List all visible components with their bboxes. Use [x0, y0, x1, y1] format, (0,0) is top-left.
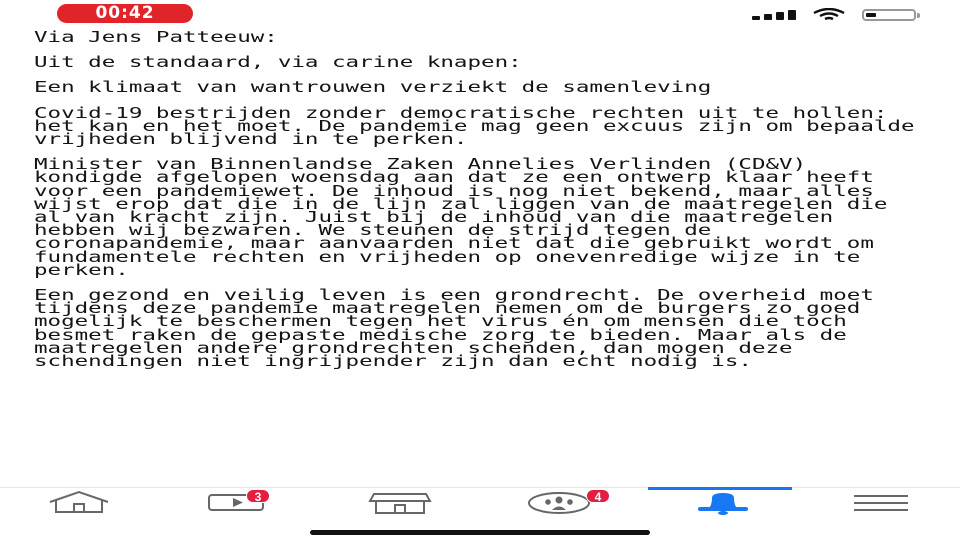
status-bar	[0, 0, 960, 28]
home-icon	[46, 490, 112, 516]
tab-notifications[interactable]	[690, 490, 756, 516]
post-paragraph: Uit de standaard, via carine knapen:	[34, 53, 522, 72]
groups-icon	[526, 490, 592, 516]
watch-badge: 3	[246, 489, 270, 503]
tab-bar-divider	[0, 487, 960, 488]
tab-groups[interactable]	[526, 490, 602, 516]
tab-watch[interactable]	[206, 490, 272, 516]
post-paragraph: Een klimaat van wantrouwen verziekt de samenleving	[34, 78, 712, 97]
post-paragraph: Een gezond en veilig leven is een grondrecht. De overheid moet tijdens deze pandemie maatregelen nemen om de burgers zo goed mogelijk te beschermen tegen het virus én om mensen die toch besmet raken de gepaste medische zorg te bieden. Maar als de maatregelen andere grondrechten schenden, dan mogen deze schendingen niet ingrijpender zijn dan echt nodig is.	[34, 286, 874, 371]
battery-icon	[862, 9, 916, 21]
wifi-icon	[812, 8, 846, 22]
cellular-signal-icon	[752, 8, 798, 20]
home-indicator[interactable]	[310, 530, 650, 535]
post-paragraph: Via Jens Patteeuw:	[34, 28, 278, 46]
hamburger-menu-icon	[850, 490, 916, 516]
tab-home[interactable]	[46, 490, 112, 516]
tab-marketplace[interactable]	[368, 490, 434, 516]
post-paragraph: Minister van Binnenlandse Zaken Annelies Verlinden (CD&V) kondigde afgelopen woensdag aan dat ze een ontwerp klaar heeft voor een pandemiewet. De inhoud is nog niet bekend, maar alles wijst erop dat die in de lijn zal liggen van de maatregelen die al van kracht zijn. Juist bij de inhoud van die maatregelen hebben wij bezwaren. We steunen de strijd tegen de coronapandemie, maar aanvaarden niet dat die gebruikt wordt om fundamentele rechten en vrijheden op onevenredige wijze in te perken.	[34, 155, 888, 279]
bell-icon	[690, 490, 756, 516]
post-paragraph: Covid-19 bestrijden zonder democratische rechten uit te hollen: het kan en het moet. De pandemie mag geen excuus zijn om bepaalde vrijheden blijvend in te perken.	[34, 103, 915, 149]
store-icon	[368, 490, 434, 516]
tab-menu[interactable]	[850, 490, 916, 516]
status-time[interactable]: 00:42	[57, 4, 193, 23]
groups-badge: 4	[586, 489, 610, 503]
post-text	[34, 28, 960, 380]
